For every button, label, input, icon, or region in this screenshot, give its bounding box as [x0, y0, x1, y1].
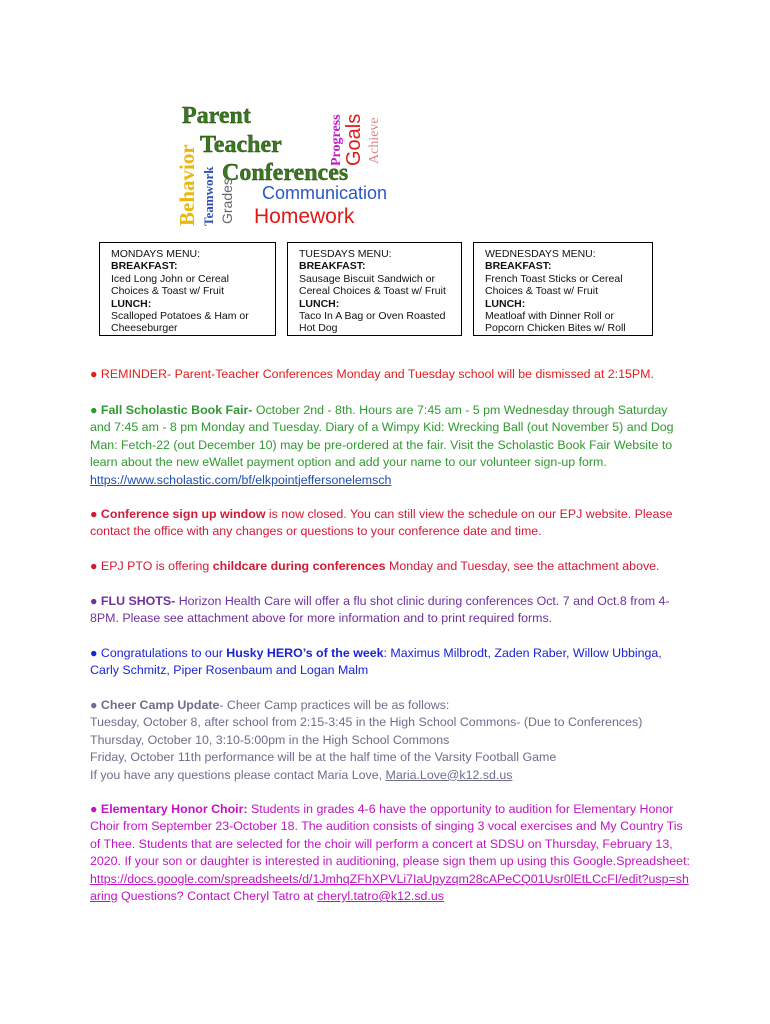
lunch-items: Taco In A Bag or Oven Roasted Hot Dog	[299, 310, 446, 335]
cheer-email-link[interactable]: Maria.Love@k12.sd.us	[385, 767, 513, 782]
childcare-announcement	[90, 558, 690, 575]
book-fair-link[interactable]: https://www.scholastic.com/bf/elkpointjeffersonelemsch	[90, 472, 392, 487]
lunch-label: LUNCH:	[111, 297, 152, 310]
honor-choir-announcement	[90, 801, 690, 905]
logo-word-grades: Grades	[219, 178, 235, 224]
book-fair-heading: ● Fall Scholastic Book Fair-	[90, 403, 253, 417]
signup-announcement	[90, 506, 690, 541]
logo-word-teacher: Teacher	[200, 132, 282, 158]
lunch-items: Meatloaf with Dinner Roll or Popcorn Chicken Bites w/ Roll	[485, 310, 626, 335]
menu-title: TUESDAYS MENU:	[299, 248, 392, 260]
flu-shot-announcement	[90, 593, 690, 628]
honor-choir-heading: ● Elementary Honor Choir:	[90, 802, 248, 816]
lunch-label: LUNCH:	[485, 297, 526, 310]
heroes-pre: ● Congratulations to our	[90, 646, 227, 660]
reminder-announcement: ● REMINDER- Parent-Teacher Conferences Monday and Tuesday school will be dismissed at 2:15PM.	[90, 367, 654, 381]
conference-logo	[172, 96, 392, 228]
flu-shot-heading: ● FLU SHOTS-	[90, 594, 176, 608]
logo-word-teamwork: Teamwork	[201, 166, 216, 226]
childcare-post: Monday and Tuesday, see the attachment above.	[385, 559, 660, 573]
cheer-heading: ● Cheer Camp Update	[90, 698, 220, 712]
wednesday-menu-box	[473, 242, 653, 336]
breakfast-items: French Toast Sticks or Cereal Choices & Toast w/ Fruit	[485, 272, 623, 298]
cheer-line: Friday, October 11th performance will be at the half time of the Varsity Football Game	[90, 750, 557, 765]
menu-title: WEDNESDAYS MENU:	[485, 248, 596, 260]
breakfast-items: Sausage Biscuit Sandwich or Cereal Choices & Toast w/ Fruit	[299, 272, 446, 298]
logo-word-conferences: Conferences	[222, 160, 349, 186]
childcare-pre: ● EPJ PTO is offering	[90, 559, 213, 573]
cheer-camp-announcement	[90, 697, 690, 784]
logo-word-homework: Homework	[254, 205, 355, 228]
logo-word-behavior: Behavior	[175, 144, 199, 226]
heroes-announcement	[90, 645, 690, 680]
monday-menu-box	[99, 242, 276, 336]
honor-choir-email-link[interactable]: cheryl.tatro@k12.sd.us	[317, 889, 444, 904]
book-fair-body: October 2nd - 8th. Hours are 7:45 am - 5 pm Wednesday through Saturday and 7:45 am - 8 pm Monday and Tuesday. Diary of a Wimpy Kid: Wrecking Ball (out November 5) and Dog Man: Fetch-22 (out December 10) may be pre-ordered at the fair. Visit the Scholastic Book Fair Website to learn about the new eWallet payment option and add your name to our volunteer sign-up form.	[90, 403, 674, 470]
lunch-items: Scalloped Potatoes & Ham or Cheeseburger	[111, 310, 249, 335]
lunch-label: LUNCH:	[299, 297, 340, 310]
flu-shot-body: Horizon Health Care will offer a flu shot clinic during conferences Oct. 7 and Oct.8 from 4-8PM. Please see attachment above for more information and to print required forms.	[90, 594, 670, 626]
heroes-highlight: Husky HERO’s of the week	[226, 646, 384, 660]
signup-heading: ● Conference sign up window	[90, 507, 266, 521]
cheer-line: Thursday, October 10, 3:10-5:00pm in the High School Commons	[90, 732, 450, 747]
heroes-post: : Maximus Milbrodt, Zaden Raber, Willow Ubbinga, Carly Schmitz, Piper Rosenbaum and Logan Malm	[90, 646, 662, 678]
logo-word-communication: Communication	[262, 183, 388, 203]
book-fair-announcement	[90, 402, 690, 489]
cheer-line: If you have any questions please contact Maria Love,	[90, 767, 386, 782]
tuesday-menu-box	[287, 242, 462, 336]
honor-choir-body: Students in grades 4-6 have the opportunity to audition for Elementary Honor Choir from September 23-October 18. The audition consists of singing 3 vocal exercises and My Country Tis of Thee. Students that are selected for the choir will perform a concert at SDSU on Thursday, February 13, 2020. If your son or daughter is interested in auditioning, please sign them up using this Google.Spreadsheet:	[90, 802, 690, 869]
honor-choir-signup-link[interactable]: https://docs.google.com/spreadsheets/d/1JmhqZFhXPVLi7IaUpyzqm28cAPeCQ01Usr0lEtLCcFI/edit?usp=sharing	[90, 871, 689, 904]
childcare-highlight: childcare during conferences	[212, 559, 386, 573]
cheer-line: Tuesday, October 8, after school from 2:15-3:45 in the High School Commons- (Due to Conferences)	[90, 715, 643, 730]
signup-body: is now closed. You can still view the schedule on our EPJ website. Please contact the office with any changes or questions to your conference date and time.	[90, 507, 673, 539]
honor-choir-post: Questions? Contact Cheryl Tatro at	[117, 889, 318, 904]
breakfast-label: BREAKFAST:	[111, 260, 178, 273]
logo-word-achieve: Achieve	[367, 117, 382, 164]
logo-word-goals: Goals	[343, 113, 365, 166]
menu-title: MONDAYS MENU:	[111, 248, 201, 260]
breakfast-items: Iced Long John or Cereal Choices & Toast w/ Fruit	[111, 272, 229, 298]
logo-word-parent: Parent	[182, 103, 251, 129]
cheer-intro: - Cheer Camp practices will be as follows:	[219, 698, 450, 712]
logo-word-progress: Progress	[329, 114, 344, 166]
breakfast-label: BREAKFAST:	[485, 260, 552, 273]
breakfast-label: BREAKFAST:	[299, 260, 366, 273]
